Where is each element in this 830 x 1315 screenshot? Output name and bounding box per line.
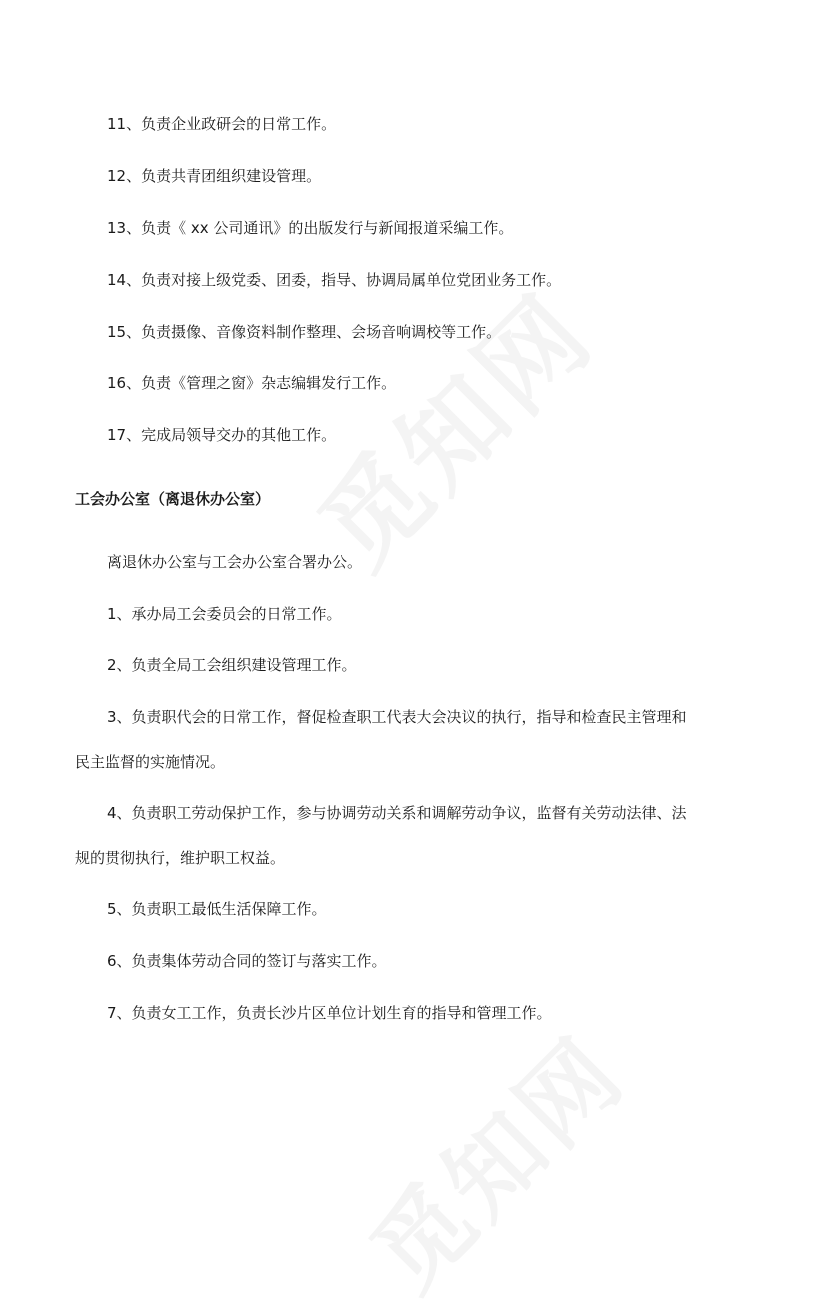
list-item: 2、负责全局工会组织建设管理工作。 [107,656,357,674]
list-item: 5、负责职工最低生活保障工作。 [107,900,327,918]
list-item: 11、负责企业政研会的日常工作。 [107,115,337,133]
section-intro: 离退休办公室与工会办公室合署办公。 [107,553,363,571]
list-item-line: 规的贯彻执行，维护职工权益。 [75,849,286,867]
list-item: 1、承办局工会委员会的日常工作。 [107,605,342,623]
list-item: 17、完成局领导交办的其他工作。 [107,426,337,444]
list-item: 14、负责对接上级党委、团委，指导、协调局属单位党团业务工作。 [107,271,562,289]
list-item: 13、负责《 xx 公司通讯》的出版发行与新闻报道采编工作。 [107,219,514,237]
watermark [336,1002,649,1315]
list-item-line: 民主监督的实施情况。 [75,753,226,771]
list-item-line: 3、负责职代会的日常工作，督促检查职工代表大会决议的执行，指导和检查民主管理和 [107,708,687,726]
list-item: 7、负责女工工作，负责长沙片区单位计划生育的指导和管理工作。 [107,1004,552,1022]
list-item: 15、负责摄像、音像资料制作整理、会场音响调校等工作。 [107,323,502,341]
list-item: 16、负责《管理之窗》杂志编辑发行工作。 [107,374,397,392]
list-item: 6、负责集体劳动合同的签订与落实工作。 [107,952,387,970]
section-heading: 工会办公室（离退休办公室） [75,490,271,508]
list-item-line: 4、负责职工劳动保护工作，参与协调劳动关系和调解劳动争议，监督有关劳动法律、法 [107,804,687,822]
list-item: 12、负责共青团组织建设管理。 [107,167,322,185]
